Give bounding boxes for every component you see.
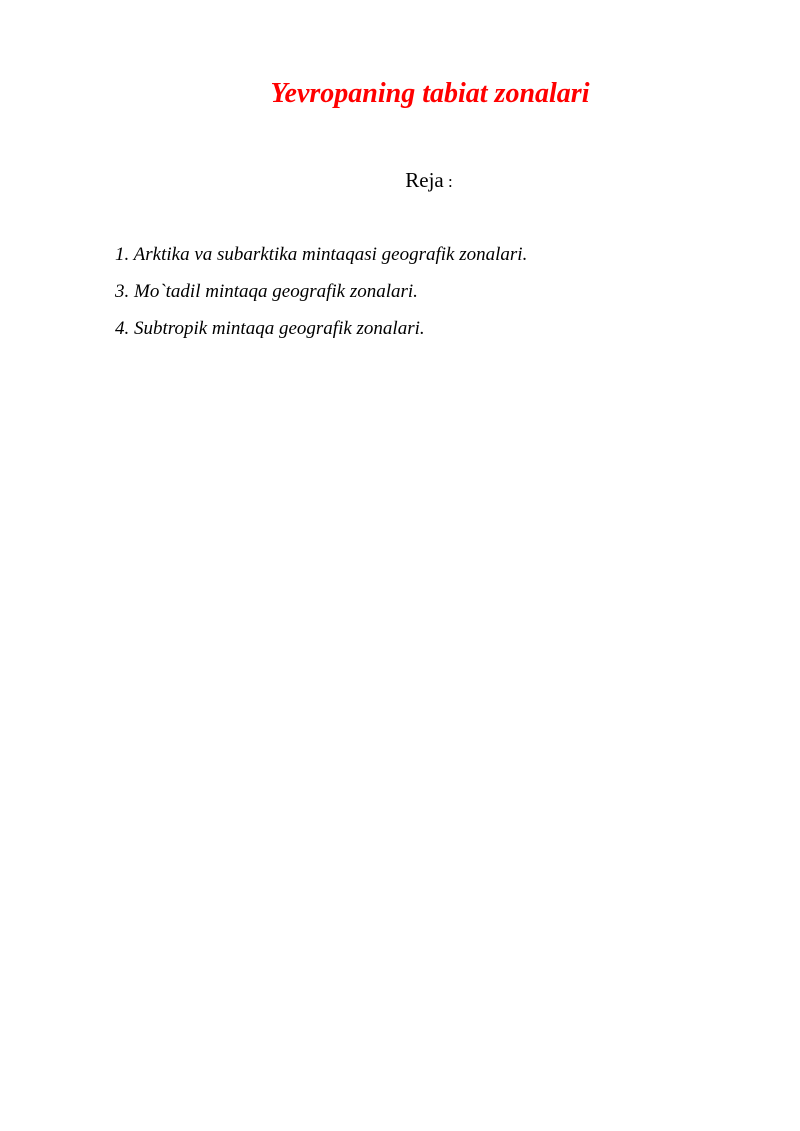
plan-item-3: 3. Mo`tadil mintaqa geografik zonalari. [115, 281, 418, 302]
page-title: Yevropaning tabiat zonalari [270, 78, 590, 109]
plan-heading [0, 166, 800, 196]
plan-item-4: 4. Subtropik mintaqa geografik zonalari. [115, 318, 425, 339]
plan-heading-text: Reja [405, 168, 444, 192]
plan-list [115, 242, 527, 353]
plan-item-1: 1. Arktika va subarktika mintaqasi geografik zonalari. [115, 244, 528, 265]
plan-heading-colon: : [443, 172, 453, 191]
